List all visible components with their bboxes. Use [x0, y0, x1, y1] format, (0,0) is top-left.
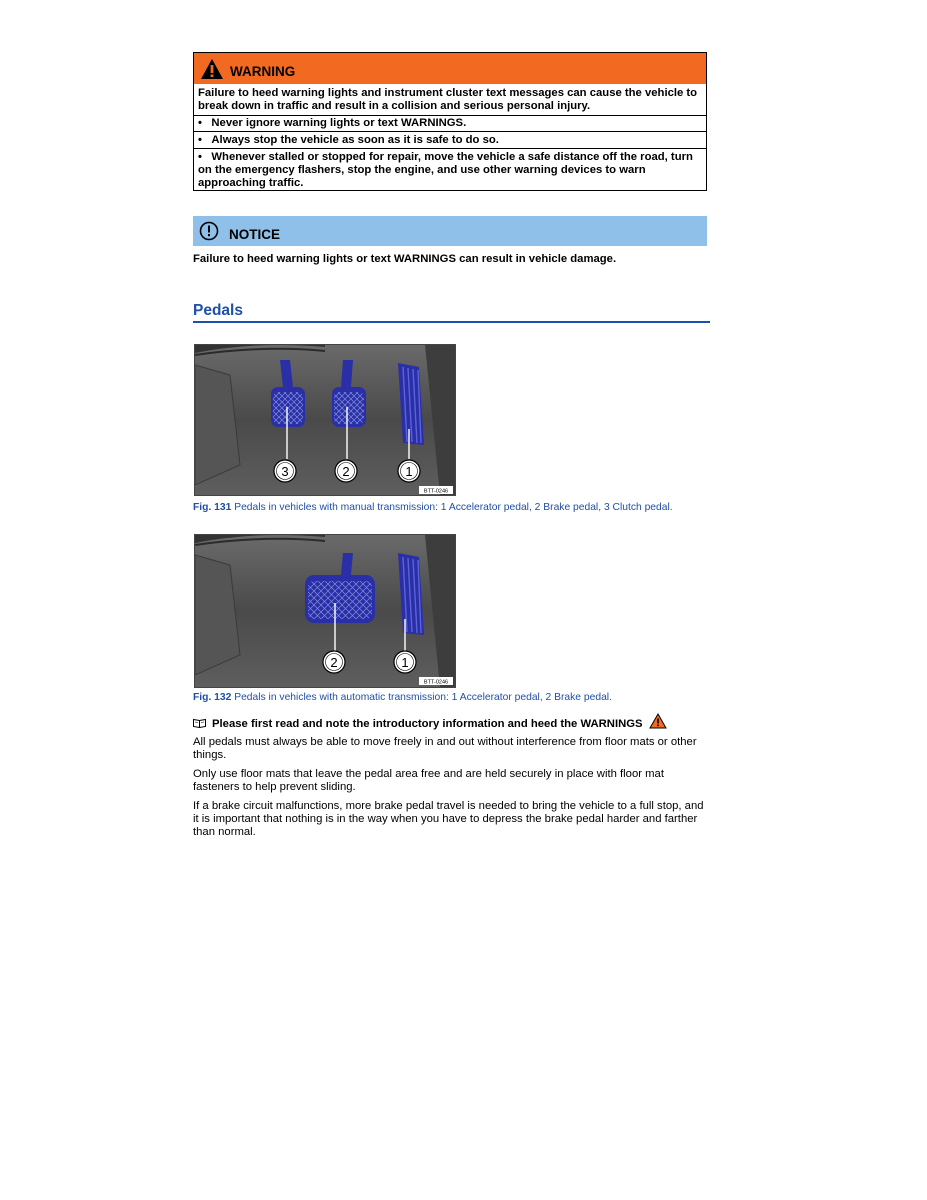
callout-1-label: 1	[405, 464, 413, 479]
warning-bullet-3	[198, 151, 703, 164]
paragraph-3-line-1: If a brake circuit malfunctions, more brake pedal travel is needed to bring the vehicle to a full stop, and	[193, 800, 704, 812]
callout-2-label: 2	[330, 655, 338, 670]
warning-bullet-1-text: Never ignore warning lights or text WARNINGS.	[211, 117, 467, 129]
figure-automatic-pedals	[194, 534, 456, 688]
warning-bullet-3-line-2: on the emergency flashers, stop the engine, and use other warning devices to warn	[198, 164, 646, 176]
warning-header	[194, 53, 706, 84]
section-title: Pedals	[193, 302, 243, 319]
callout-2	[323, 651, 345, 673]
open-book-icon	[193, 718, 206, 728]
exclamation-circle-icon	[199, 221, 219, 241]
callout-1	[398, 460, 420, 482]
warning-triangle-icon[interactable]	[649, 713, 667, 729]
caption-label: Fig. 131	[193, 502, 232, 513]
paragraph-2-line-2: fasteners to help prevent sliding.	[193, 781, 356, 793]
notice-text: Failure to heed warning lights or text WARNINGS can result in vehicle damage.	[193, 253, 617, 265]
caption-text: Pedals in vehicles with manual transmission: 1 Accelerator pedal, 2 Brake pedal, 3 Clutch pedal.	[231, 502, 673, 513]
figure-code: BTT-0246	[423, 679, 449, 686]
warning-bullet-3-text: Whenever stalled or stopped for repair, move the vehicle a safe distance off the road, turn	[211, 151, 693, 163]
manual-pedals-illustration	[195, 345, 455, 495]
paragraph-1-line-2: things.	[193, 749, 227, 761]
notice-title: NOTICE	[229, 227, 281, 242]
warning-box	[193, 52, 707, 191]
bullet-icon: •	[198, 117, 202, 129]
notice-header	[193, 216, 707, 246]
figure-code: BTT-0246	[423, 488, 449, 495]
figure-131-caption	[193, 502, 673, 513]
callout-2	[335, 460, 357, 482]
callout-1-label: 1	[401, 655, 409, 670]
warning-bullet-2	[198, 134, 703, 147]
warning-divider	[194, 148, 706, 149]
read-first-note	[193, 713, 713, 730]
bullet-icon: •	[198, 151, 202, 163]
warning-divider	[194, 115, 706, 116]
warning-bullet-1	[198, 117, 703, 130]
paragraph-3-line-3: than normal.	[193, 826, 256, 838]
callout-3-label: 3	[281, 464, 289, 479]
warning-bullet-3-line-3: approaching traffic.	[198, 177, 304, 189]
warning-intro-line-1: Failure to heed warning lights and instrument cluster text messages can cause the vehicle to	[198, 87, 698, 99]
callout-1	[394, 651, 416, 673]
warning-divider	[194, 131, 706, 132]
paragraph-2-line-1: Only use floor mats that leave the pedal area free and are held securely in place with floor mat	[193, 768, 664, 780]
paragraph-1	[193, 736, 713, 762]
callout-2-label: 2	[342, 464, 350, 479]
paragraph-1-line-1: All pedals must always be able to move freely in and out without interference from floor mats or other	[193, 736, 697, 748]
bullet-icon: •	[198, 134, 202, 146]
automatic-pedals-illustration	[195, 535, 455, 687]
warning-bullet-2-text: Always stop the vehicle as soon as it is safe to do so.	[211, 134, 499, 146]
warning-triangle-icon	[200, 58, 224, 80]
section-divider	[193, 321, 710, 323]
paragraph-3-line-2: it is important that nothing is in the way when you have to depress the brake pedal harder and farther	[193, 813, 698, 825]
caption-label: Fig. 132	[193, 692, 232, 703]
warning-title: WARNING	[230, 64, 296, 79]
figure-manual-pedals	[194, 344, 456, 496]
paragraph-3	[193, 800, 713, 839]
callout-3	[274, 460, 296, 482]
figure-132-caption	[193, 692, 612, 703]
warning-intro-line-2: break down in traffic and result in a collision and serious personal injury.	[198, 100, 591, 112]
paragraph-2	[193, 768, 713, 794]
caption-text: Pedals in vehicles with automatic transmission: 1 Accelerator pedal, 2 Brake pedal.	[231, 692, 612, 703]
read-note-text: Please first read and note the introductory information and heed the WARNINGS	[212, 718, 643, 730]
